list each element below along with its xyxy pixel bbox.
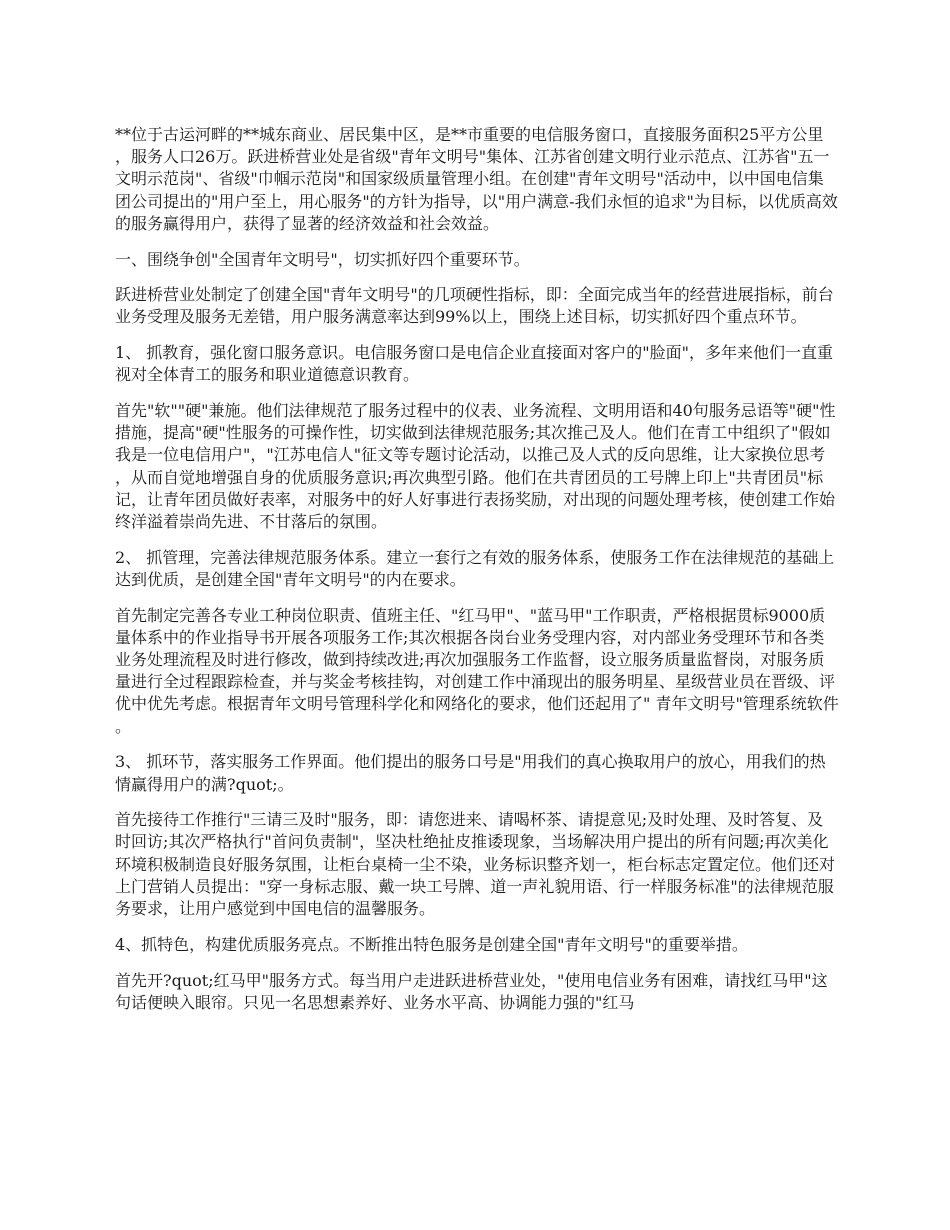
section-heading-1: 一、围绕争创"全国青年文明号"，切实抓好四个重要环节。 [115, 249, 530, 269]
point-3-body: 首先接待工作推行"三请三及时"服务，即：请您进来、请喝杯茶、请提意见;及时处理、及时答复、及时回访;其次严格执行"首问负责制"，坚决杜绝扯皮推诿现象，当场解决用户提出的所有问题;再次美化环境积极制造良好服务氛围，让柜台桌椅一尘不染，业务标识整齐划一，柜台标志定置定位。他们还对上门营销人员提出："穿一身标志服、戴一块工号牌、道一声礼貌用语、行一样服务标准"的法律规范服务要求，让用户感觉到中国电信的温馨服务。 [115, 810, 836, 919]
point-2-body: 首先制定完善各专业工种岗位职责、值班主任、"红马甲"、"蓝马甲"工作职责，严格根据贯标9000质量体系中的作业指导书开展各项服务工作;其次根据各岗台业务受理内容，对内部业务受理环节和各类业务处理流程及时进行修改，做到持续改进;再次加强服务工作监督，设立服务质量监督岗，对服务质量进行全过程跟踪检查，并与奖金考核挂钩，对创建工作中涌现出的服务明星、星级营业员在晋级、评优中优先考虑。根据青年文明号管理科学化和网络化的要求，他们还起用了" 青年文明号"管理系统软件。 [115, 605, 839, 736]
document-body [115, 124, 839, 1027]
point-1-body: 首先"软""硬"兼施。他们法律规范了服务过程中的仪表、业务流程、文明用语和40句服务忌语等"硬"性措施，提高"硬"性服务的可操作性，切实做到法律规范服务;其次推己及人。他们在青工中组织了"假如我是一位电信用户"，"江苏电信人"征文等专题讨论活动，以推己及人式的反向思维，让大家换位思考，从而自觉地增强自身的优质服务意识;再次典型引路。他们在共青团员的工号牌上印上"共青团员"标记，让青年团员做好表率，对服务中的好人好事进行表扬奖励，对出现的问题处理考核，使创建工作始终洋溢着崇尚先进、不甘落后的氛围。 [115, 401, 836, 532]
point-1-heading: 1、 抓教育，强化窗口服务意识。电信服务窗口是电信企业直接面对客户的"脸面"，多年来他们一直重视对全体青工的服务和职业道德意识教育。 [115, 343, 833, 385]
point-2-heading: 2、 抓管理，完善法律规范服务体系。建立一套行之有效的服务体系，使服务工作在法律规范的基础上达到优质，是创建全国"青年文明号"的内在要求。 [115, 547, 835, 589]
point-4-body: 首先开?quot;红马甲"服务方式。每当用户走进跃进桥营业处，"使用电信业务有困难，请找红马甲"这句话便映入眼帘。只见一名思想素养好、业务水平高、协调能力强的"红马 [115, 970, 828, 1012]
point-4-heading: 4、抓特色，构建优质服务亮点。不断推出特色服务是创建全国"青年文明号"的重要举措。 [115, 934, 748, 954]
point-3-heading: 3、 抓环节，落实服务工作界面。他们提出的服务口号是"用我们的真心换取用户的放心，用我们的热情赢得用户的满?quot;。 [115, 752, 826, 794]
targets-paragraph: 跃进桥营业处制定了创建全国"青年文明号"的几项硬性指标，即：全面完成当年的经营进展指标，前台业务受理及服务无差错，用户服务满意率达到99%以上，围绕上述目标，切实抓好四个重点环节。 [115, 285, 834, 327]
intro-paragraph: **位于古运河畔的**城东商业、居民集中区，是**市重要的电信服务窗口，直接服务面积25平方公里，服务人口26万。跃进桥营业处是省级"青年文明号"集体、江苏省创建文明行业示范点、江苏省"五一文明示范岗"、省级"巾帼示范岗"和国家级质量管理小组。在创建"青年文明号"活动中，以中国电信集团公司提出的"用户至上，用心服务"的方针为指导，以"用户满意-我们永恒的追求"为目标，以优质高效的服务赢得用户，获得了显著的经济效益和社会效益。 [115, 125, 838, 233]
